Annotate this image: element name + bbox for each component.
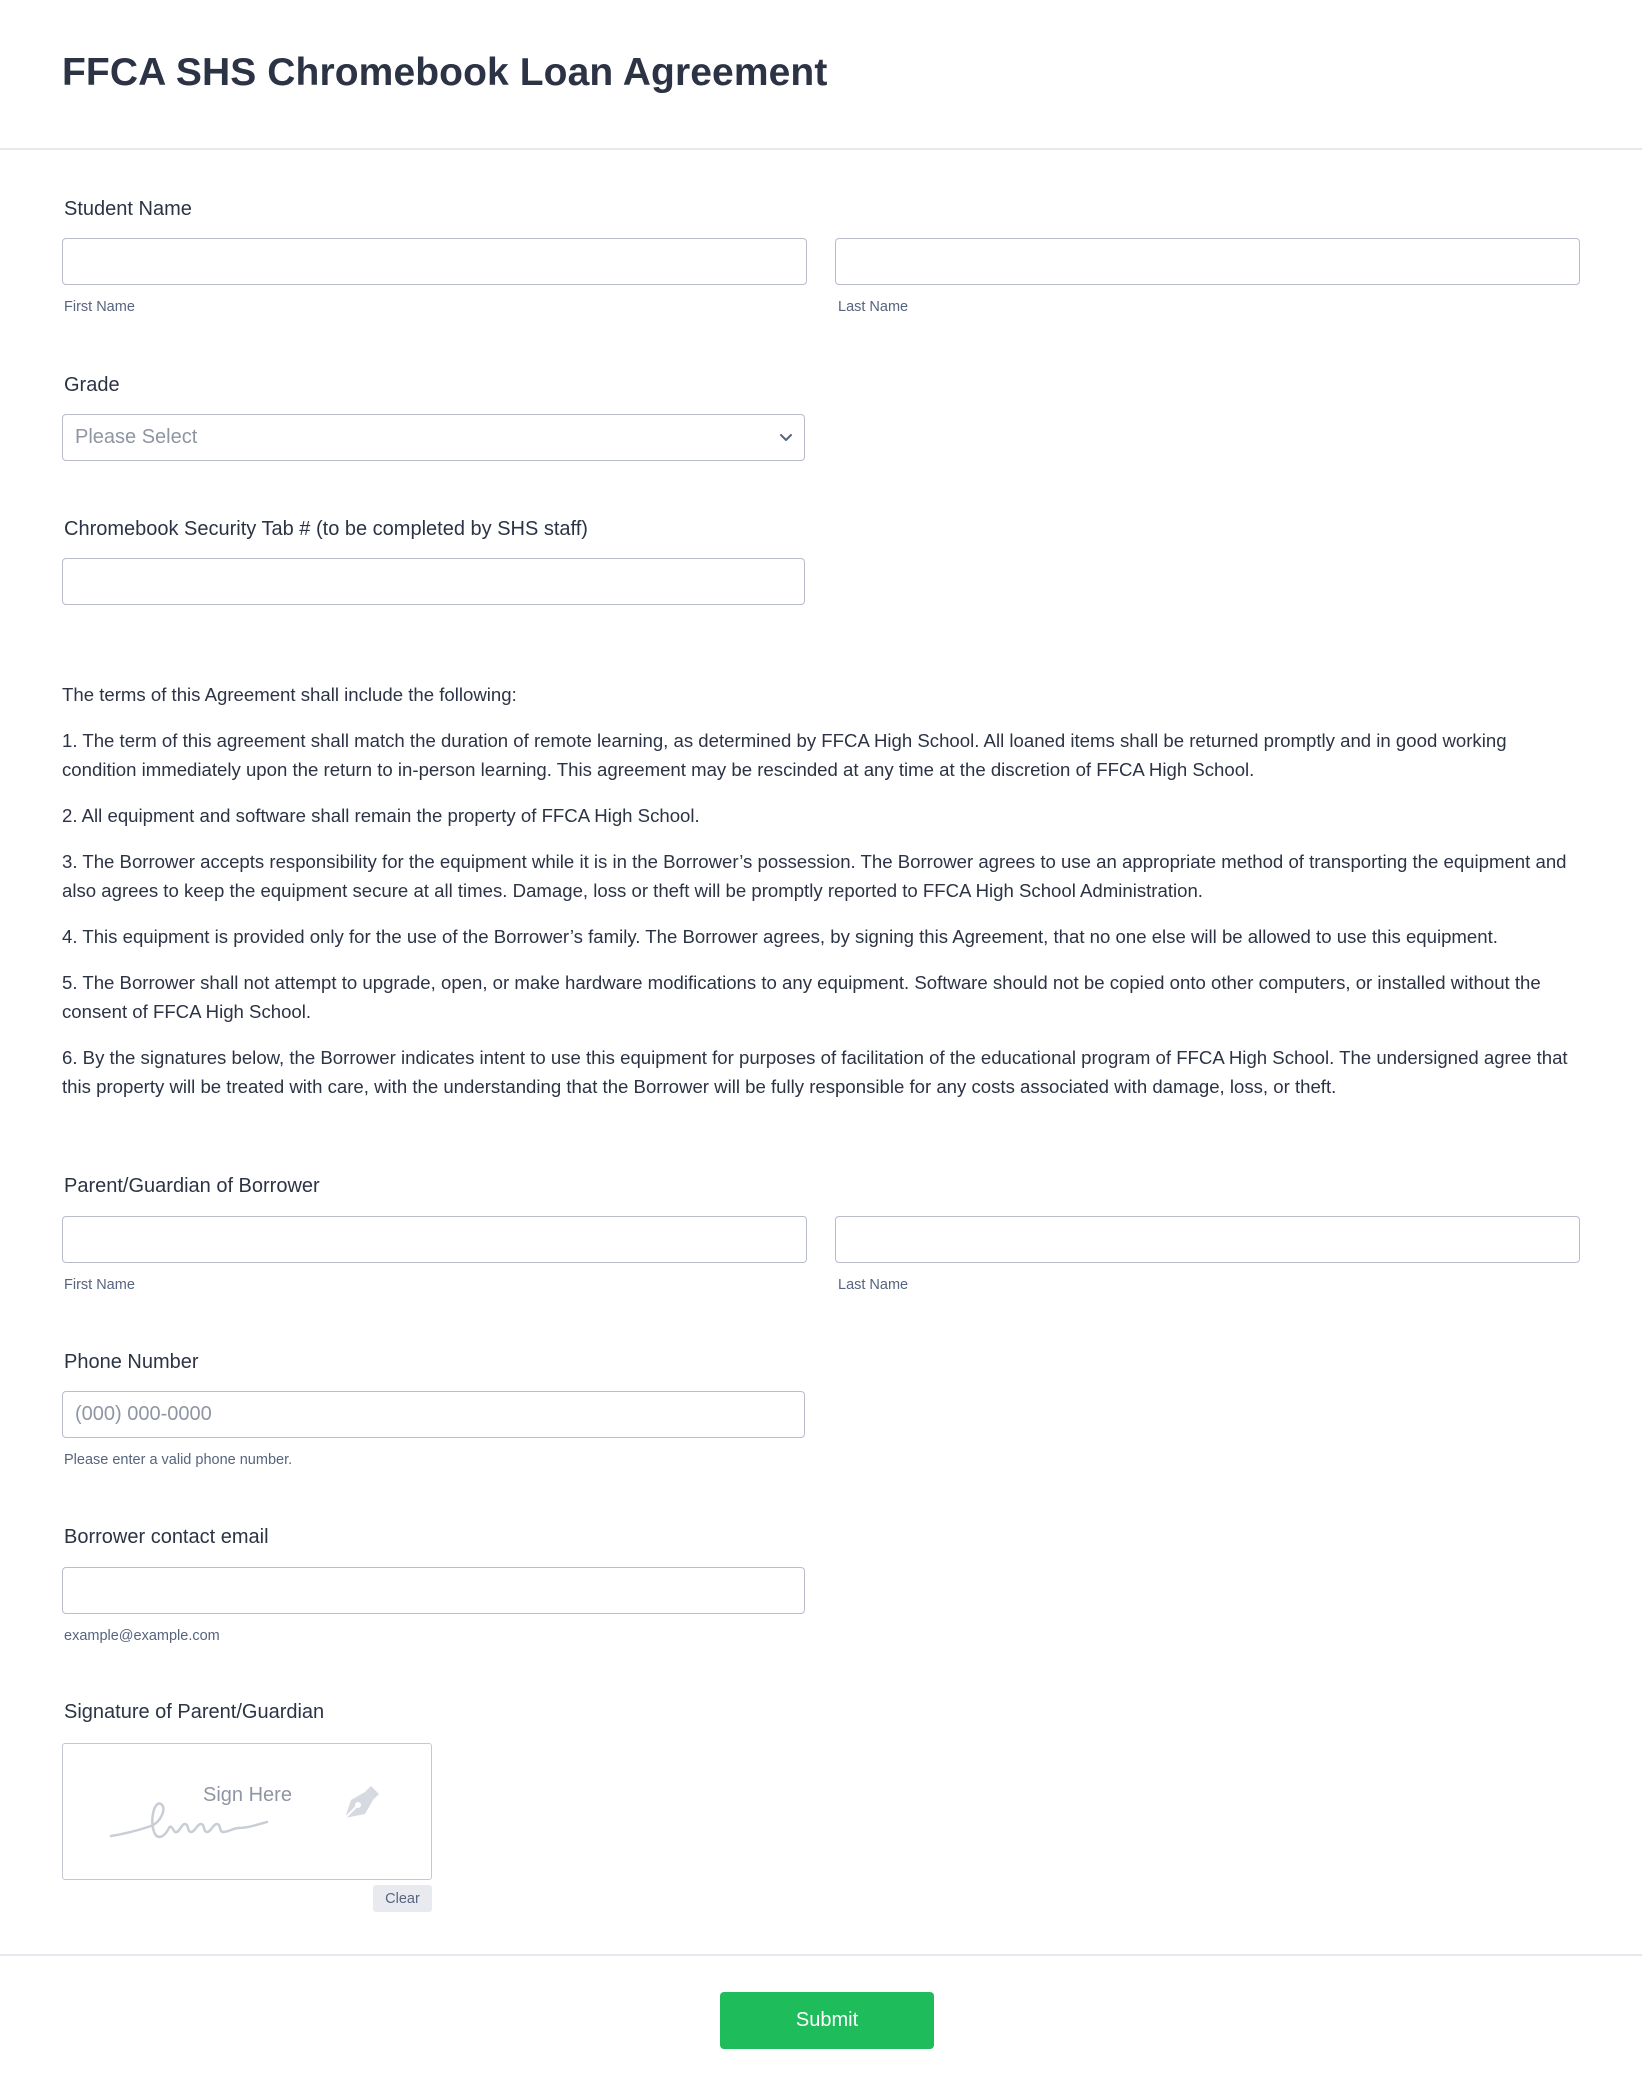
chevron-down-icon — [778, 429, 794, 445]
phone-input[interactable] — [62, 1391, 805, 1438]
guardian-label: Parent/Guardian of Borrower — [64, 1175, 320, 1197]
pen-nib-icon — [335, 1782, 381, 1826]
terms-item: 3. The Borrower accepts responsibility for the equipment while it is in the Borrower’s possession. The Borrower agrees to use an appropriate method of transporting the equipment and also agrees to keep the equipment secure at all times. Damage, loss or theft will be promptly reported to FFCA High School Administration. — [62, 851, 1567, 901]
form-header — [0, 0, 1642, 150]
form-footer — [0, 1954, 1642, 2096]
student-last-name-sublabel: Last Name — [838, 299, 909, 315]
submit-button[interactable]: Submit — [720, 1992, 934, 2049]
student-first-name-sublabel: First Name — [64, 299, 135, 315]
signature-pad[interactable] — [62, 1743, 432, 1880]
terms-item: 4. This equipment is provided only for the use of the Borrower’s family. The Borrower agrees, by signing this Agreement, that no one else will be allowed to use this equipment. — [62, 926, 1498, 947]
clear-signature-button[interactable]: Clear — [373, 1885, 432, 1912]
guardian-first-name-sublabel: First Name — [64, 1277, 135, 1293]
agreement-terms — [62, 680, 1582, 1118]
grade-select[interactable] — [62, 414, 805, 461]
phone-sublabel: Please enter a valid phone number. — [64, 1452, 293, 1468]
signature-placeholder: Sign Here — [203, 1784, 292, 1806]
terms-item: 6. By the signatures below, the Borrower indicates intent to use this equipment for purposes of facilitation of the educational program of FFCA High School. The undersigned agree that this property will be treated with care, with the understanding that the Borrower will be fully responsible for any costs associated with damage, loss, or theft. — [62, 1047, 1568, 1097]
guardian-last-name-sublabel: Last Name — [838, 1277, 909, 1293]
email-label: Borrower contact email — [64, 1526, 269, 1548]
signature-label: Signature of Parent/Guardian — [64, 1701, 325, 1723]
security-tab-label: Chromebook Security Tab # (to be completed by SHS staff) — [64, 518, 588, 540]
grade-label: Grade — [64, 374, 120, 396]
terms-item: 1. The term of this agreement shall match the duration of remote learning, as determined by FFCA High School. All loaned items shall be returned promptly and in good working condition immediately upon the return to in-person learning. This agreement may be rescinded at any time at the discretion of FFCA High School. — [62, 730, 1507, 780]
email-sublabel: example@example.com — [64, 1628, 220, 1644]
phone-label: Phone Number — [64, 1351, 199, 1373]
guardian-last-name-input[interactable] — [835, 1216, 1580, 1263]
terms-item: 5. The Borrower shall not attempt to upgrade, open, or make hardware modifications to any equipment. Software should not be copied onto other computers, or installed without the consent of FFCA High School. — [62, 972, 1541, 1022]
student-name-label: Student Name — [64, 198, 192, 220]
terms-item: 2. All equipment and software shall remain the property of FFCA High School. — [62, 805, 700, 826]
student-first-name-input[interactable] — [62, 238, 807, 285]
terms-intro: The terms of this Agreement shall include the following: — [62, 684, 517, 705]
email-input[interactable] — [62, 1567, 805, 1614]
signature-scribble — [109, 1786, 289, 1846]
form-title: FFCA SHS Chromebook Loan Agreement — [62, 51, 828, 94]
student-last-name-input[interactable] — [835, 238, 1580, 285]
grade-select-value: Please Select — [75, 426, 198, 448]
guardian-first-name-input[interactable] — [62, 1216, 807, 1263]
security-tab-input[interactable] — [62, 558, 805, 605]
